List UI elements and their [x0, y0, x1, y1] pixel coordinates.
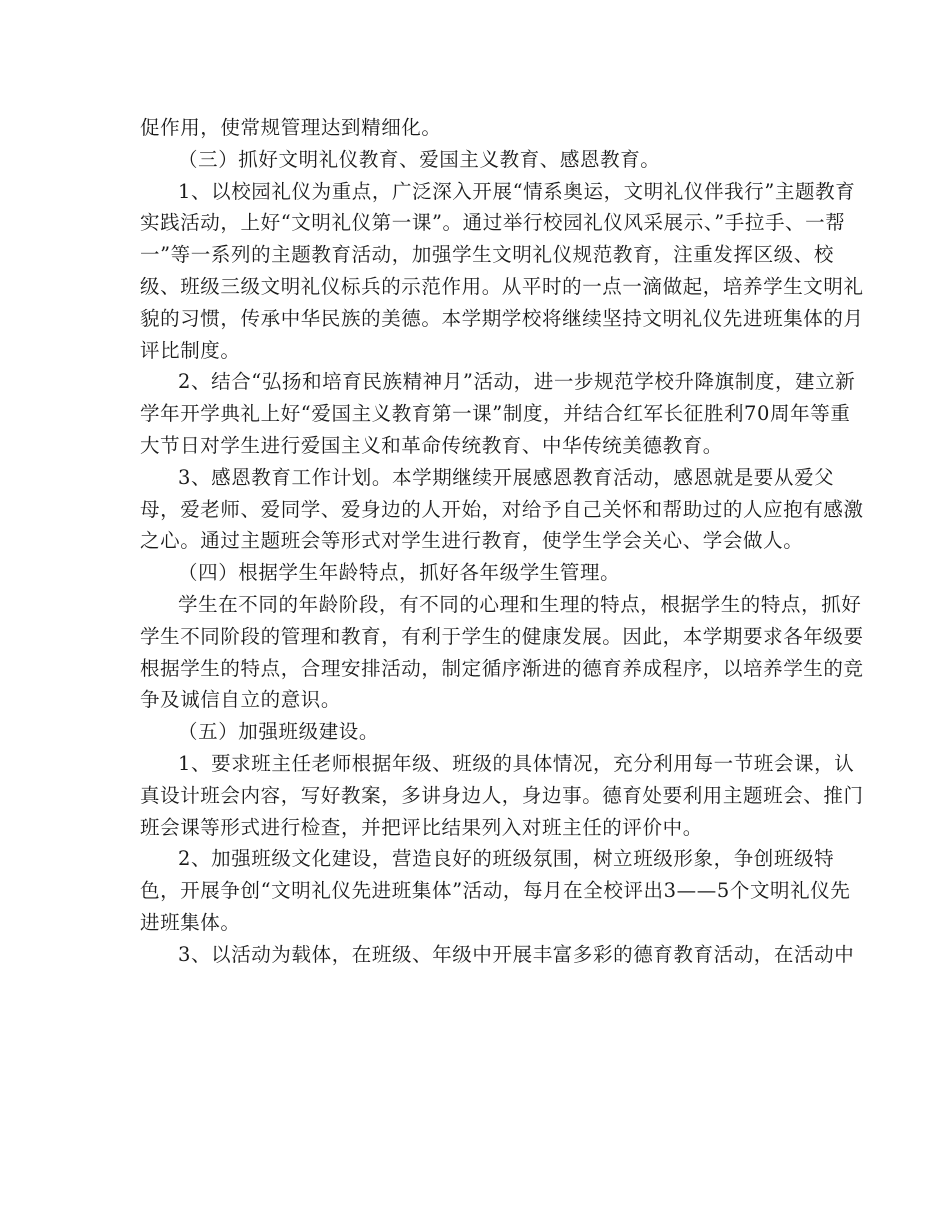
text-line: 学生在不同的年龄阶段，有不同的心理和生理的特点，根据学生的特点，抓好 [178, 592, 862, 616]
text-line: 1、要求班主任老师根据年级、班级的具体情况，充分利用每一节班会课，认 [178, 751, 855, 775]
text-line: 学年开学典礼上好“爱国主义教育第一课”制度，并结合红军长征胜利70周年等重 [140, 402, 851, 426]
text-line: （四）根据学生年龄特点，抓好各年级学生管理。 [178, 561, 621, 585]
text-line: 级、班级三级文明礼仪标兵的示范作用。从平时的一点一滴做起，培养学生文明礼 [140, 274, 864, 298]
text-line: 真设计班会内容，写好教案，多讲身边人，身边事。德育处要利用主题班会、推门 [140, 783, 864, 807]
text-line: 1、以校园礼仪为重点，广泛深入开展“情系奥运，文明礼仪伴我行”主题教育 [178, 179, 856, 203]
text-line: （五）加强班级建设。 [178, 720, 380, 744]
text-line: 2、加强班级文化建设，营造良好的班级氛围，树立班级形象，争创班级特 [178, 847, 835, 871]
text-line: 评比制度。 [140, 338, 241, 362]
text-line: 貌的习惯，传承中华民族的美德。本学期学校将继续坚持文明礼仪先进班集体的月 [140, 306, 864, 330]
text-line: 色，开展争创“文明礼仪先进班集体”活动，每月在全校评出3——5个文明礼仪先 [140, 879, 851, 903]
text-line: 争及诚信自立的意识。 [140, 688, 342, 712]
text-line: 班会课等形式进行检查，并把评比结果列入对班主任的评价中。 [140, 815, 703, 839]
text-line: 学生不同阶段的管理和教育，有利于学生的健康发展。因此，本学期要求各年级要 [140, 624, 864, 648]
text-line: 母，爱老师、爱同学、爱身边的人开始，对给予自己关怀和帮助过的人应抱有感激 [140, 497, 864, 521]
text-line: 实践活动，上好“文明礼仪第一课”。通过举行校园礼仪风采展示、”手拉手、一帮 [140, 211, 846, 235]
text-line: 3、感恩教育工作计划。本学期继续开展感恩教育活动，感恩就是要从爱父 [178, 465, 835, 489]
text-line: 促作用，使常规管理达到精细化。 [140, 116, 442, 139]
text-line: 3、以活动为载体，在班级、年级中开展丰富多彩的德育教育活动，在活动中 [178, 942, 855, 966]
text-line: 一”等一系列的主题教育活动，加强学生文明礼仪规范教育，注重发挥区级、校 [140, 243, 834, 267]
document-body [140, 112, 864, 971]
text-line: 根据学生的特点，合理安排活动，制定循序渐进的德育养成程序，以培养学生的竞 [140, 656, 864, 680]
text-line: 之心。通过主题班会等形式对学生进行教育，使学生学会关心、学会做人。 [140, 529, 804, 553]
text-line: 大节日对学生进行爱国主义和革命传统教育、中华传统美德教育。 [140, 433, 723, 457]
text-line: （三）抓好文明礼仪教育、爱国主义教育、感恩教育。 [178, 147, 661, 171]
text-line: 进班集体。 [140, 910, 241, 934]
text-line: 2、结合“弘扬和培育民族精神月”活动，进一步规范学校升降旗制度，建立新 [178, 370, 856, 394]
